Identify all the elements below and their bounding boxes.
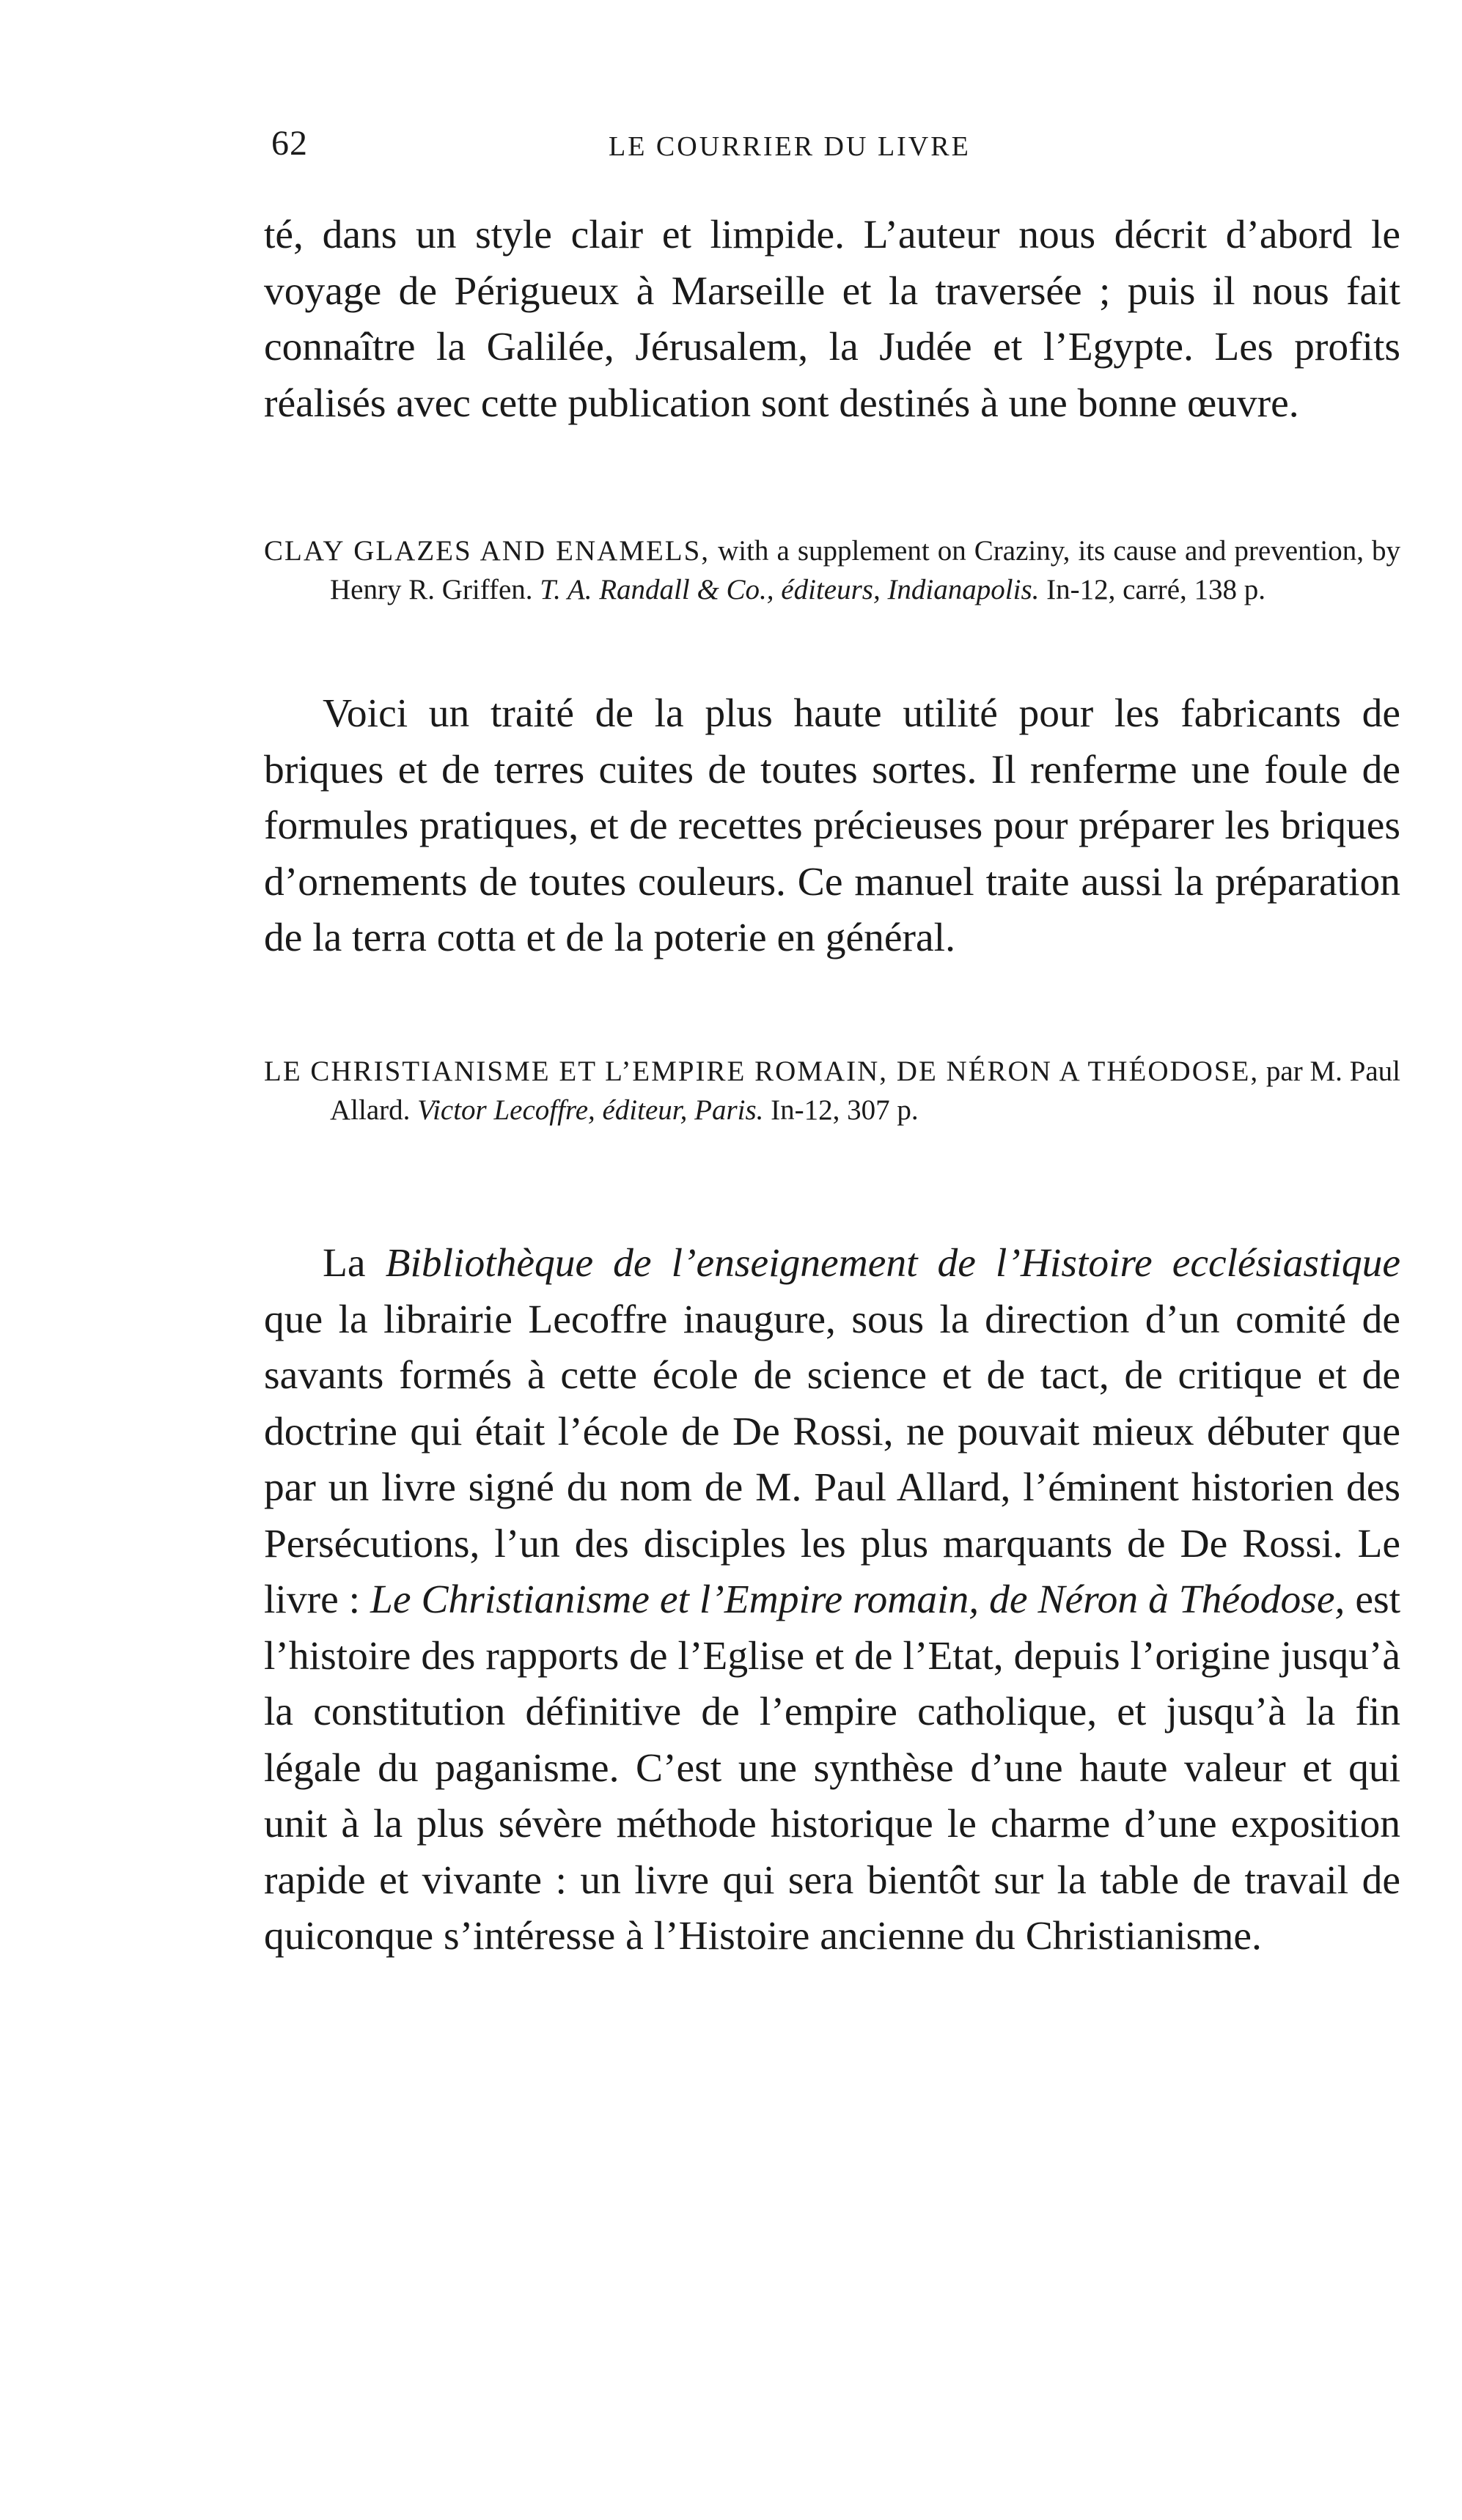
book-title: Le Christianisme et l’Empire romain, de Néron à Théodose, — [370, 1577, 1345, 1622]
text-run: que la librairie Lecoffre inaugure, sous la direction d’un comité de savants formés à cette école de science et de tact, de critique et de doctrine qui était l’école de De Rossi, ne pouvait mieux débuter que par un livre signé du nom de M. Paul Allard, l’éminent historien des Persécutions, l’un des disciples les plus marquants de De Rossi. Le livre : — [264, 1297, 1400, 1622]
bibliographic-entry-christianisme — [264, 1053, 1400, 1130]
paragraph-review-clay-glazes: Voici un traité de la plus haute utilité pour les fabricants de briques et de terres cuites de toutes sortes. Il renferme une foule de formules pratiques, et de recettes précieuses pour préparer les briques d’ornements de toutes couleurs. Ce manuel traite aussi la préparation de la terra cotta et de la poterie en général. — [264, 691, 1400, 960]
entry-title: CLAY GLAZES AND ENAMELS, — [264, 535, 710, 567]
text-run: La — [323, 1241, 386, 1286]
paragraph-continued-review: té, dans un style clair et limpide. L’auteur nous décrit d’abord le voyage de Périgueux à Marseille et la traversée ; puis il nous fait connaître la Galilée, Jérusalem, la Judée et l’Egypte. Les profits réalisés avec cette publication sont destinés à une bonne œuvre. — [264, 213, 1400, 426]
page-number: 62 — [271, 124, 308, 163]
entry-publisher: Victor Lecoffre, éditeur, Paris. — [417, 1094, 764, 1126]
text-run: est l’histoire des rapports de l’Eglise et de l’Etat, depuis l’origine jusqu’à la constitution définitive de l’empire catholique, et jusqu’à la fin légale du paganisme. C’est une synthèse d’une haute valeur et qui unit à la plus sévère méthode historique le charme d’une exposition rapide et vivante : un livre qui sera bientôt sur la table de travail de quiconque s’intéresse à l’Histoire ancienne du Christianisme. — [264, 1577, 1400, 1959]
entry-details: with a supplement on Craziny, its cause and prevention, by Henry R. Griffen. — [330, 535, 1400, 605]
entry-format: In-12, carré, 138 p. — [1039, 573, 1266, 605]
paragraph-review-christianisme — [264, 1236, 1400, 1965]
entry-format: In-12, 307 p. — [763, 1094, 919, 1126]
bibliographic-entry-clay-glazes — [264, 532, 1400, 609]
entry-details: par M. Paul Allard. — [330, 1055, 1400, 1126]
entry-title: LE CHRISTIANISME ET L’EMPIRE ROMAIN, DE NÉRON A THÉODOSE, — [264, 1055, 1260, 1087]
series-title: Bibliothèque de l’enseignement de l’Histoire ecclésiastique — [385, 1241, 1401, 1286]
entry-publisher: T. A. Randall & Co., éditeurs, Indianapolis. — [540, 573, 1040, 605]
page-header — [271, 123, 1078, 182]
running-title: LE COURRIER DU LIVRE — [609, 131, 971, 162]
